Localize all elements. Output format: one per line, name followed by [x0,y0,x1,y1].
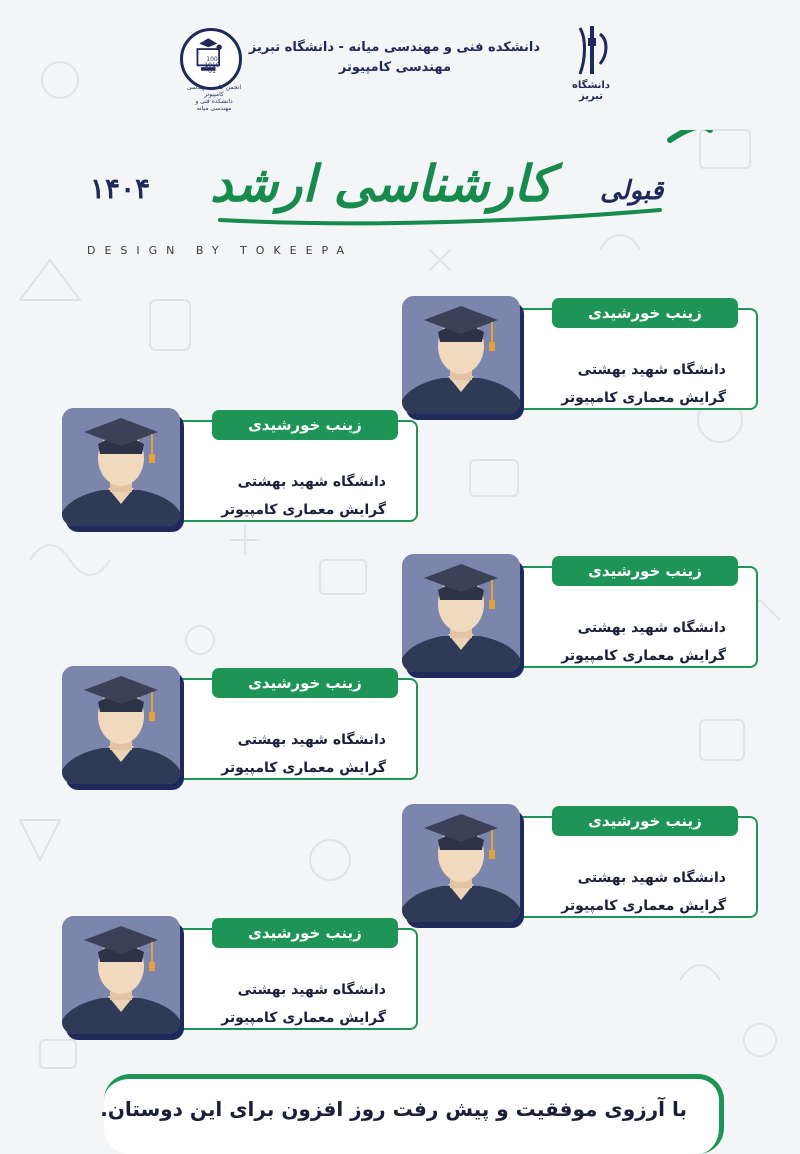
assoc-line2: دانشکده فنی و مهندسی میانه [195,98,233,112]
footer-banner [100,1074,724,1154]
student-card [62,666,418,782]
graduate-avatar-icon [62,666,180,784]
student-name: زینب خورشیدی [552,556,738,586]
faculty-line1: دانشکده فنی و مهندسی میانه - دانشگاه تبریز [248,40,540,55]
field-name: گرایش معماری کامپیوتر [221,1010,386,1026]
field-name: گرایش معماری کامپیوتر [561,898,726,914]
student-name: زینب خورشیدی [552,298,738,328]
main-title: کارشناسی ارشد [210,154,553,213]
university-name: دانشگاه شهید بهشتی [237,732,386,748]
student-name: زینب خورشیدی [212,918,398,948]
faculty-line2: مهندسی کامپیوتر [338,60,452,75]
design-credit: DESIGN BY TOKEEPA [87,244,354,257]
assoc-badge: 100 1010 01 [204,56,220,75]
university-name: دانشگاه شهید بهشتی [577,362,726,378]
graduate-avatar-icon [62,408,180,526]
footer-message: با آرزوی موفقیت و پیش رفت روز افزون برای این دوستان. [100,1097,687,1121]
university-name: دانشگاه شهید بهشتی [237,474,386,490]
student-card [402,554,758,670]
student-card [402,296,758,412]
accepted-label: قبولی [600,176,664,206]
field-name: گرایش معماری کامپیوتر [221,502,386,518]
year: ۱۴۰۴ [90,172,151,205]
graduate-avatar-icon [402,296,520,414]
field-name: گرایش معماری کامپیوتر [561,648,726,664]
student-card [402,804,758,920]
field-name: گرایش معماری کامپیوتر [561,390,726,406]
faculty-title [250,38,540,78]
university-name: دانشگاه شهید بهشتی [237,982,386,998]
student-card [62,408,418,524]
assoc-line1: انجمن علمی مهندسی کامپیوتر [186,84,242,98]
graduate-avatar-icon [402,554,520,672]
student-name: زینب خورشیدی [552,806,738,836]
student-name: زینب خورشیدی [212,410,398,440]
graduate-avatar-icon [62,916,180,1034]
student-name: زینب خورشیدی [212,668,398,698]
computer-association-logo [180,28,242,90]
assoc-caption [186,84,242,112]
student-card [62,916,418,1032]
title-block [80,130,720,240]
university-name: دانشگاه شهید بهشتی [577,870,726,886]
graduate-avatar-icon [402,804,520,922]
univ-logo-text: دانشگاه تبریز [572,80,610,102]
university-name: دانشگاه شهید بهشتی [577,620,726,636]
field-name: گرایش معماری کامپیوتر [221,760,386,776]
header [0,0,800,112]
